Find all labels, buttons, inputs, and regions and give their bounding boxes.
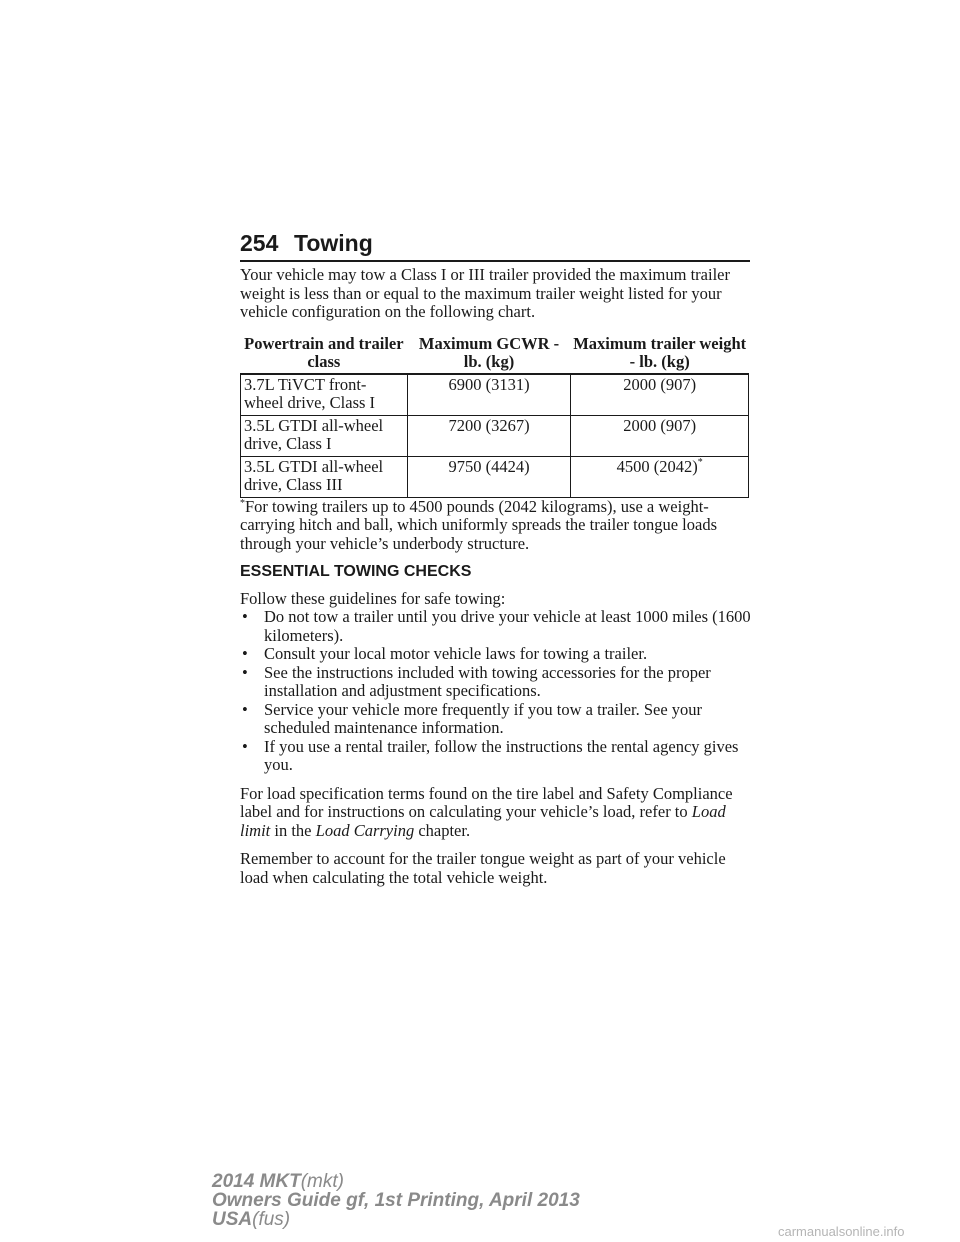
bullet-marker: • [242,607,248,626]
bullet-marker: • [242,699,248,719]
bullet-marker: • [242,644,248,663]
document-footer [212,1172,580,1229]
chapter-title: Towing [294,230,373,256]
list-item [240,645,752,664]
footer-model: 2014 MKT [212,1171,301,1192]
table-footnote [240,498,752,554]
table-cell: 3.7L TiVCT front-wheel drive, Class I [241,374,408,416]
footer-line-model [212,1172,580,1191]
table-header-cell: Maximum GCWR - lb. (kg) [407,332,571,374]
page-number: 254 [240,230,279,256]
remember-paragraph: Remember to account for the trailer tongue weight as part of your vehicle load when calculating the total vehicle weight. [240,849,726,887]
load-text-1: For load specification terms found on the tire label and Safety Compliance label and for instructions on calculating your vehicle’s load, refer to [240,783,733,821]
table-cell: 3.5L GTDI all-wheel drive, Class I [241,415,408,456]
footer-model-code: (mkt) [300,1171,344,1192]
load-specification-paragraph [240,785,752,841]
table-cell: 2000 (907) [571,374,749,416]
intro-paragraph: Your vehicle may tow a Class I or III trailer provided the maximum trailer weight is less than or equal to the maximum trailer weight listed for your vehicle configuration on the following chart. [240,265,730,321]
towing-capacity-table [240,332,749,498]
footer-market: USA [212,1209,253,1230]
footnote-text: For towing trailers up to 4500 pounds (2042 kilograms), use a weight-carrying hitch and ball, which uniformly spreads the trailer tongue loads through your vehicle’s underbody structure. [240,496,717,553]
cell-value: 4500 (2042) [616,456,698,476]
table-cell-with-footnote [571,456,749,497]
load-limit-reference: Load limit [240,802,726,840]
load-text-3: chapter. [414,820,471,840]
footer-market-code: (fus) [252,1209,291,1230]
table-cell: 2000 (907) [571,415,749,456]
bullet-marker: • [242,662,248,682]
table-row [241,415,749,456]
section-heading: ESSENTIAL TOWING CHECKS [240,563,472,580]
table-cell: 3.5L GTDI all-wheel drive, Class III [241,456,408,497]
towing-checks-list [240,608,752,775]
footer-line-edition: Owners Guide gf, 1st Printing, April 2013 [212,1190,580,1211]
footnote-marker: * [697,456,703,468]
bullet-marker: • [242,736,248,756]
table-cell: 6900 (3131) [407,374,571,416]
list-item [240,664,752,701]
list-item-text: See the instructions included with towing accessories for the proper installation and adjustment specifications. [264,662,711,700]
page-header [240,228,750,262]
footnote-marker: * [240,497,245,509]
table-cell: 7200 (3267) [407,415,571,456]
footer-line-market [212,1210,580,1229]
checks-lead: Follow these guidelines for safe towing: [240,588,506,608]
list-item-text: If you use a rental trailer, follow the instructions the rental agency gives you. [264,736,739,774]
site-watermark: carmanualsonline.info [778,1224,905,1239]
page-content [240,266,752,897]
table-cell: 9750 (4424) [407,456,571,497]
table-row [241,374,749,416]
list-item [240,701,752,738]
list-item [240,738,752,775]
table-header-cell: Powertrain and trailer class [241,332,408,374]
table-row [241,456,749,497]
list-item-text: Consult your local motor vehicle laws for towing a trailer. [264,644,648,663]
table-header-cell: Maximum trailer weight - lb. (kg) [571,332,749,374]
table-header-row [241,332,749,374]
list-item-text: Service your vehicle more frequently if you tow a trailer. See your scheduled maintenance information. [264,699,703,737]
list-item [240,608,752,645]
load-text-2: in the [270,820,316,840]
list-item-text: Do not tow a trailer until you drive your vehicle at least 1000 miles (1600 kilometers). [264,607,751,645]
load-carrying-reference: Load Carrying [315,820,415,840]
